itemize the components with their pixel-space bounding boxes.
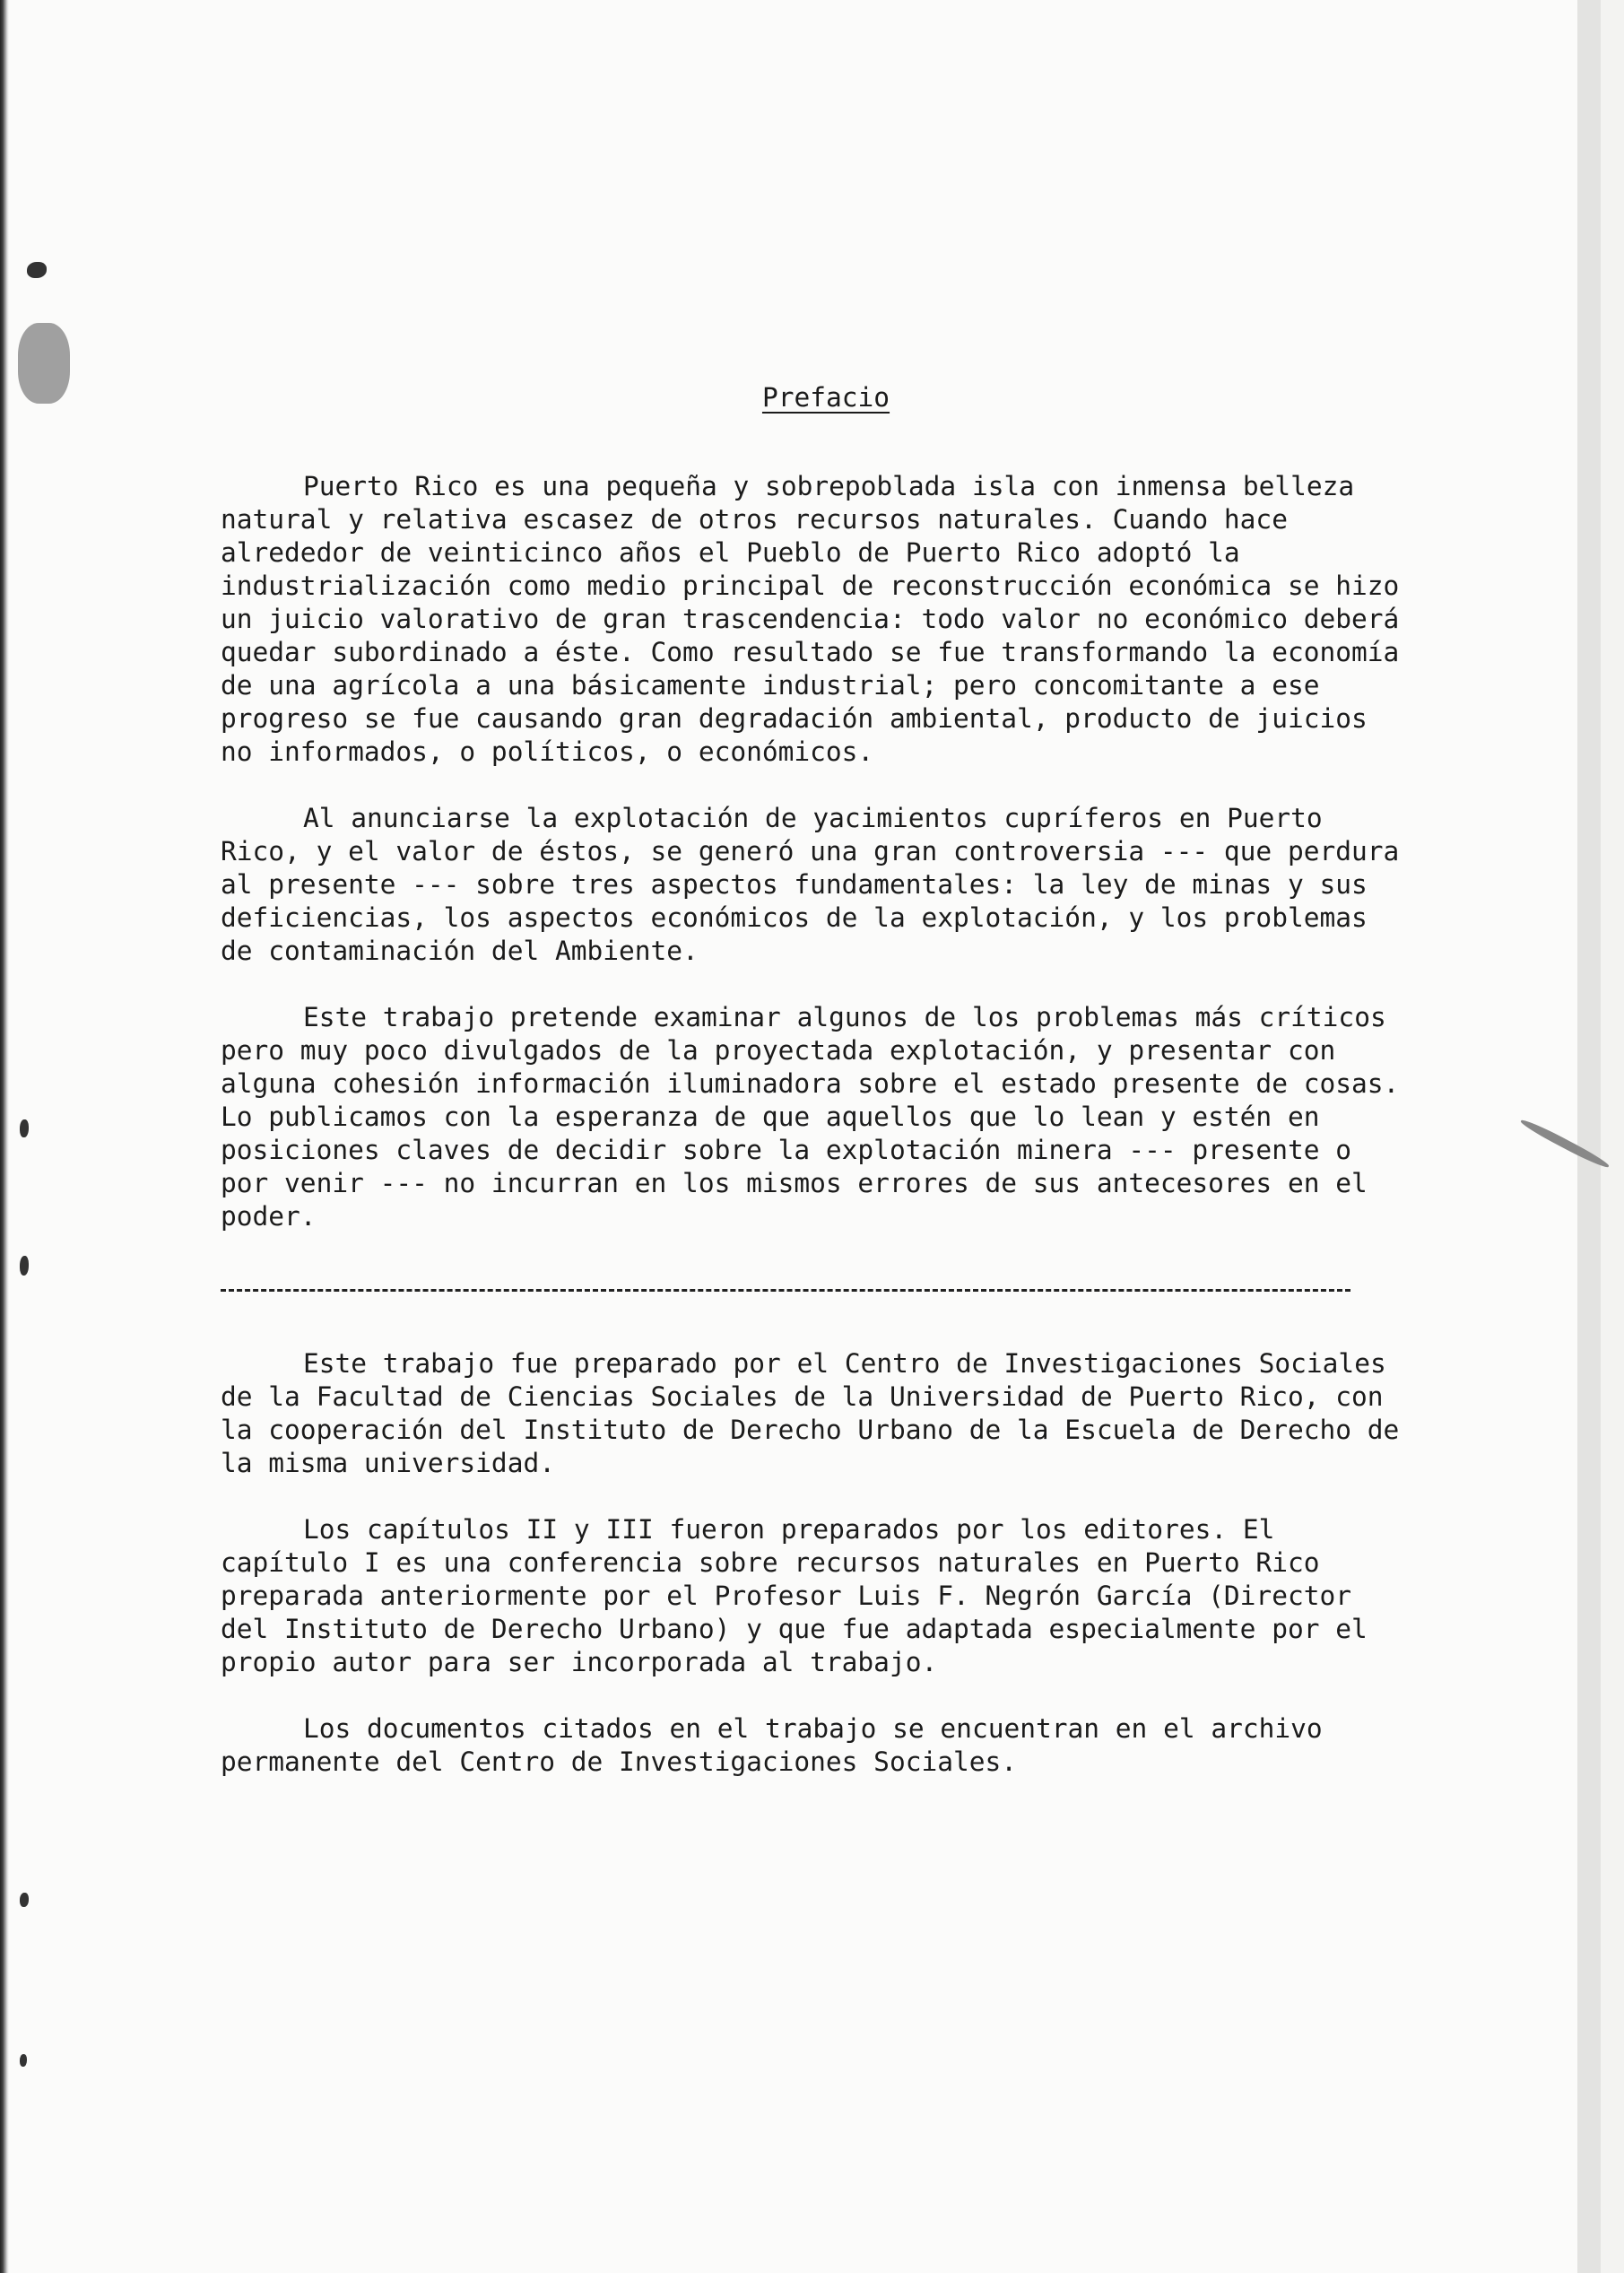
notes-section <box>221 1347 1404 1779</box>
note-paragraph-2: Los capítulos II y III fueron preparados por los editores. El capítulo I es una conferencia sobre recursos naturales en Puerto Rico preparada anteriormente por el Profesor Luis F. Negrón García (Director del Instituto de Derecho Urbano) y que fue adaptada especialmente por el propio autor para ser incorporada al trabajo. <box>221 1514 1368 1677</box>
scan-artifact-mark <box>20 1893 29 1907</box>
page-binding-edge <box>0 0 9 2273</box>
preface-paragraph-2: Al anunciarse la explotación de yacimientos cupríferos en Puerto Rico, y el valor de éstos, se generó una gran controversia --- que perdura al presente --- sobre tres aspectos fundamentales: la ley de minas y sus deficiencias, los aspectos económicos de la explotación, y los problemas de contaminación del Ambiente. <box>221 803 1400 966</box>
scan-artifact-mark <box>20 2054 27 2067</box>
preface-paragraph-3: Este trabajo pretende examinar algunos de los problemas más críticos pero muy poco divulgados de la proyectada explotación, y presentar con alguna cohesión información iluminadora sobre el estado presente de cosas. Lo publicamos con la esperanza de que aquellos que lo lean y estén en posiciones claves de decidir sobre la explotación minera --- presente o por venir --- no incurran en los mismos errores de sus antecesores en el poder. <box>221 1002 1400 1232</box>
page-title <box>221 381 1404 414</box>
preface-section <box>221 470 1404 1233</box>
scan-artifact-mark <box>20 1256 29 1276</box>
document-body <box>221 381 1404 1812</box>
note-paragraph-1: Este trabajo fue preparado por el Centro de Investigaciones Sociales de la Facultad de Ciencias Sociales de la Universidad de Puerto Rico, con la cooperación del Instituto de Derecho Urbano de la Escuela de Derecho de la misma universidad. <box>221 1348 1400 1478</box>
page-title-text: Prefacio <box>761 382 890 413</box>
preface-paragraph-1: Puerto Rico es una pequeña y sobrepoblada isla con inmensa belleza natural y relativa escasez de otros recursos naturales. Cuando hace alrededor de veinticinco años el Pueblo de Puerto Rico adoptó la industrialización como medio principal de reconstrucción económica se hizo un juicio valorativo de gran trascendencia: todo valor no económico deberá quedar subordinado a éste. Como resultado se fue transformando la economía de una agrícola a una básicamente industrial; pero concomitante a ese progreso se fue causando gran degradación ambiental, producto de juicios no informados, o políticos, o económicos. <box>221 471 1400 767</box>
page-right-margin <box>1577 0 1601 2273</box>
scan-artifact-mark <box>18 323 70 404</box>
scan-artifact-mark <box>20 1119 29 1137</box>
scan-artifact-mark <box>27 262 47 278</box>
dashed-divider <box>221 1289 1350 1292</box>
note-paragraph-3: Los documentos citados en el trabajo se encuentran en el archivo permanente del Centro de Investigaciones Sociales. <box>221 1713 1323 1777</box>
